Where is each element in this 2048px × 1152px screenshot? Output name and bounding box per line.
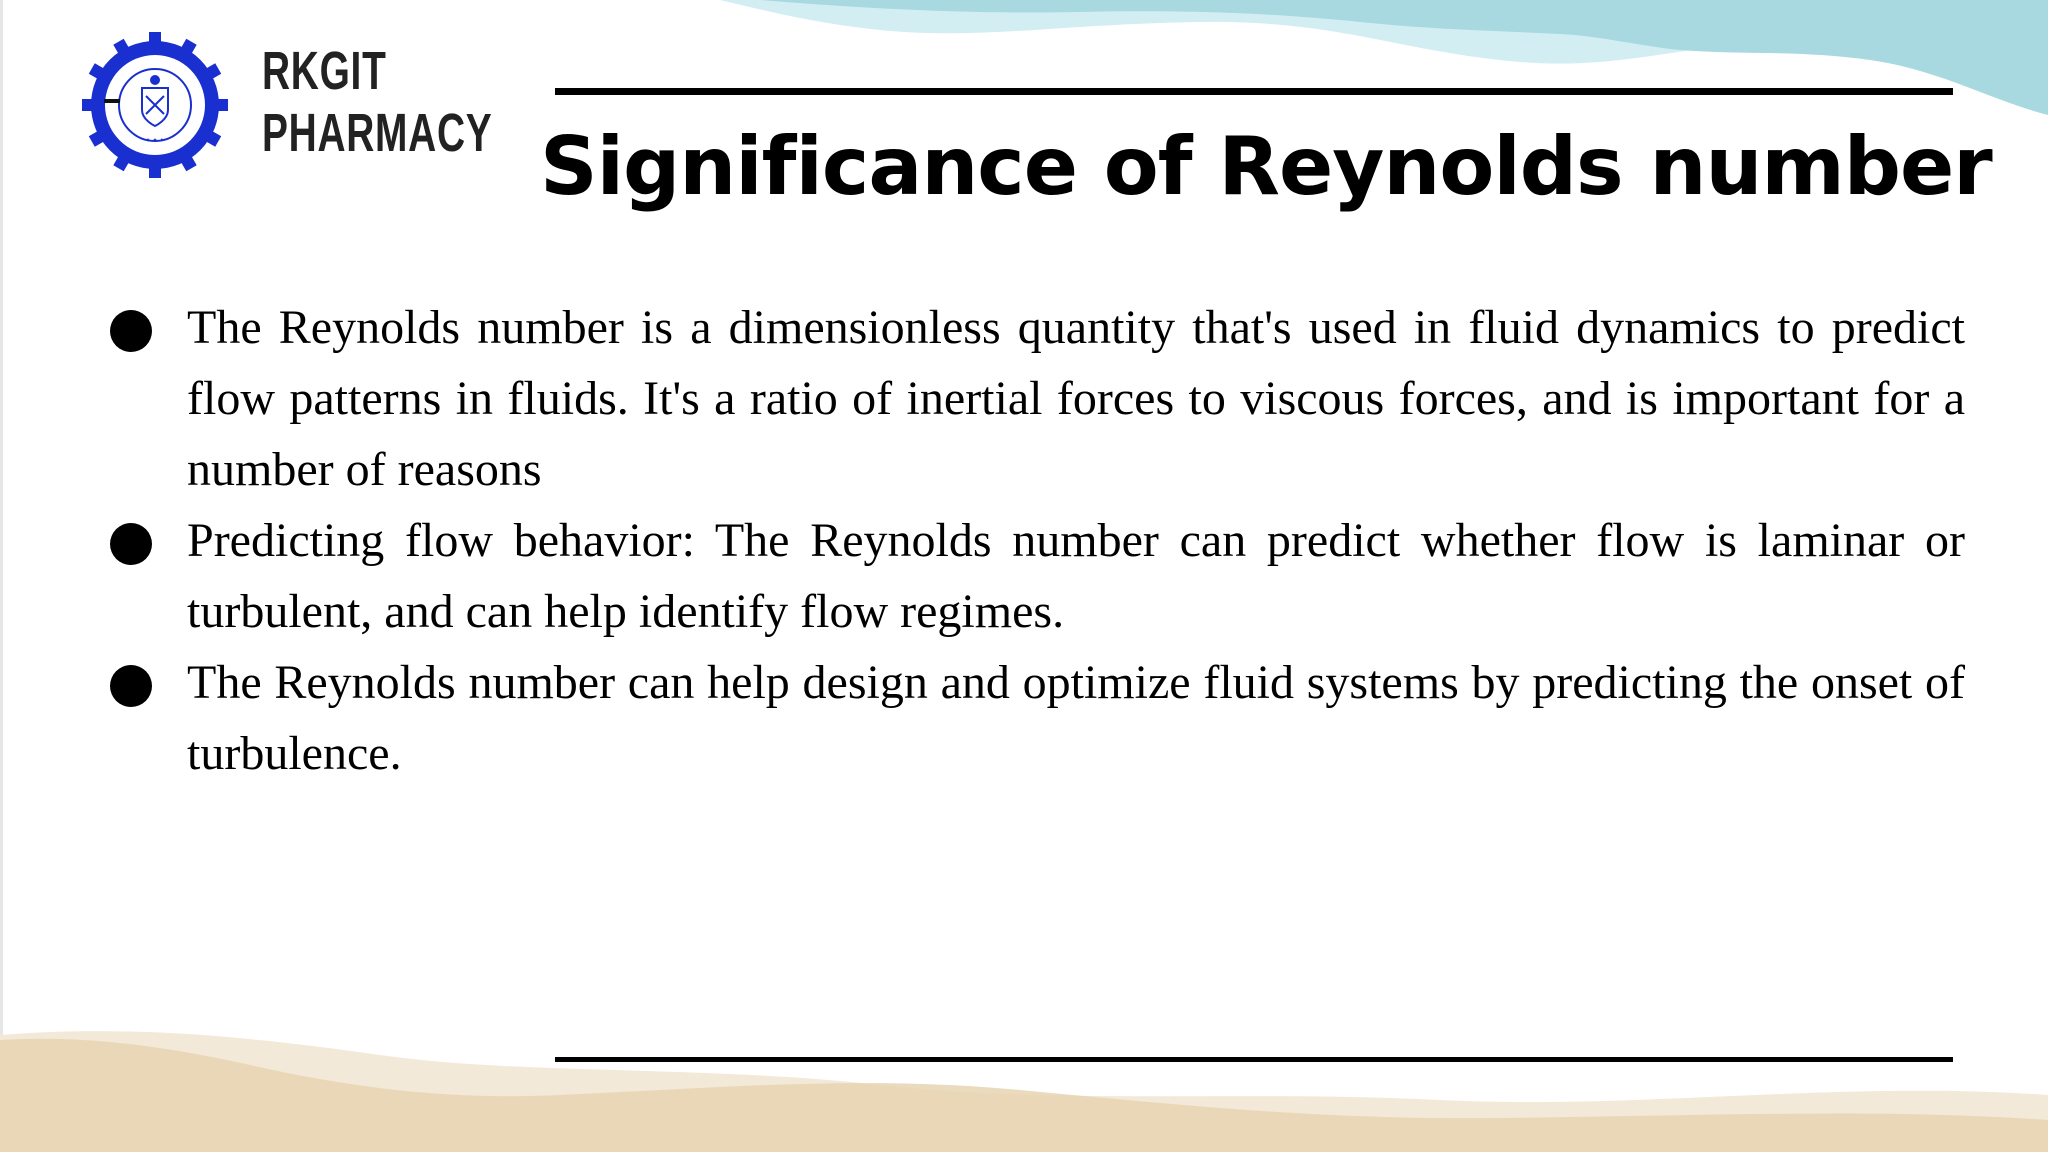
brand-line-2: PHARMACY	[262, 103, 493, 163]
brand-name	[262, 40, 492, 164]
bullet-text: The Reynolds number can help design and optimize fluid systems by predicting the onset of turbulence.	[187, 656, 1965, 780]
brand-line-1: RKGIT	[262, 41, 387, 101]
college-seal-logo-icon	[80, 30, 230, 180]
bullet-list	[110, 292, 1965, 789]
bullet-dot-icon	[110, 310, 152, 352]
bullet-item	[110, 647, 1965, 789]
bullet-text: The Reynolds number is a dimensionless quantity that's used in fluid dynamics to predict flow patterns in fluids. It's a ratio of inertial forces to viscous forces, and is important for a number of reasons	[187, 301, 1965, 496]
bullet-text: Predicting flow behavior: The Reynolds number can predict whether flow is laminar or turbulent, and can help identify flow regimes.	[187, 514, 1965, 638]
bullet-dot-icon	[110, 523, 152, 565]
footer-rule	[555, 1057, 1953, 1062]
bullet-item	[110, 292, 1965, 505]
slide-title: Significance of Reynolds number	[540, 120, 1992, 213]
bullet-dot-icon	[110, 665, 152, 707]
bullet-item	[110, 505, 1965, 647]
title-top-rule	[555, 88, 1953, 95]
svg-text:✦ ✦ ✦: ✦ ✦ ✦	[145, 137, 165, 144]
